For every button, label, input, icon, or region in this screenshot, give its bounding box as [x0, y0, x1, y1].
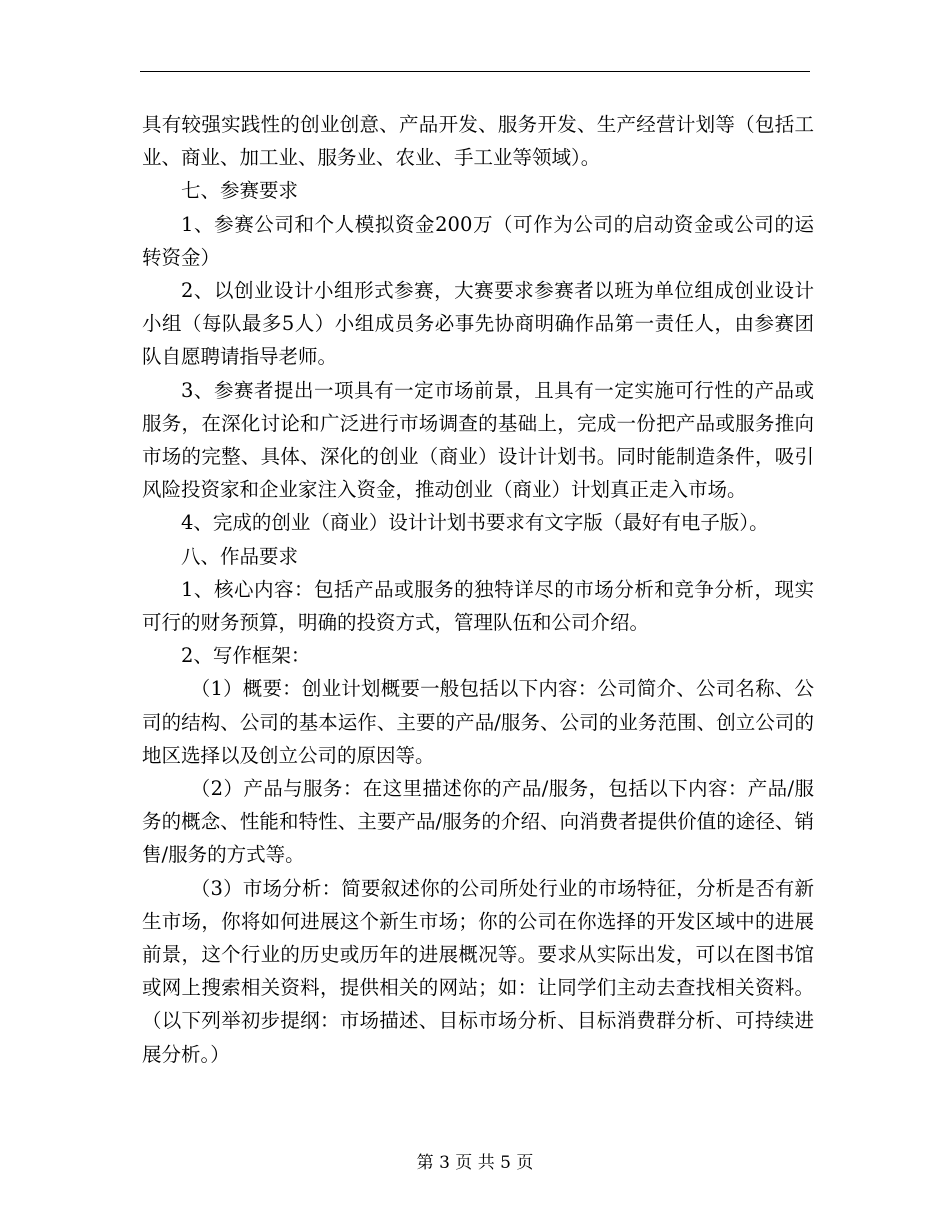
page-number-footer: 第 3 页 共 5 页 — [416, 1153, 534, 1173]
requirement-3: 3、参赛者提出一项具有一定市场前景，且具有一定实施可行性的产品或服务，在深化讨论和广泛进行市场调查的基础上，完成一份把产品或服务推向市场的完整、具体、深化的创业（商业）设计计划书。同时能制造条件，吸引风险投资家和企业家注入资金，推动创业（商业）计划真正走入市场。 — [142, 378, 814, 502]
framework-item-2: （2）产品与服务：在这里描述你的产品/服务，包括以下内容：产品/服务的概念、性能和特性、主要产品/服务的介绍、向消费者提供价值的途径、销售/服务的方式等。 — [142, 777, 814, 867]
work-requirement-2: 2、写作框架： — [181, 644, 311, 668]
requirement-1: 1、参赛公司和个人模拟资金200万（可作为公司的启动资金或公司的运转资金） — [142, 212, 814, 269]
section-heading-8: 八、作品要求 — [181, 544, 299, 568]
requirement-2: 2、以创业设计小组形式参赛，大赛要求参赛者以班为单位组成创业设计小组（每队最多5人）小组成员务必事先协商明确作品第一责任人，由参赛团队自愿聘请指导老师。 — [142, 279, 814, 369]
framework-item-3: （3）市场分析：简要叙述你的公司所处行业的市场特征，分析是否有新生市场，你将如何进展这个新生市场；你的公司在你选择的开发区域中的进展前景，这个行业的历史或历年的进展概况等。要求从实际出发，可以在图书馆或网上搜索相关资料，提供相关的网站；如：让同学们主动去查找相关资料。（以下列举初步提纲：市场描述、目标市场分析、目标消费群分析、可持续进展分析。） — [142, 876, 814, 1066]
framework-item-1: （1）概要：创业计划概要一般包括以下内容：公司简介、公司名称、公司的结构、公司的基本运作、主要的产品/服务、公司的业务范围、创立公司的地区选择以及创立公司的原因等。 — [142, 677, 814, 767]
paragraph-continuation: 具有较强实践性的创业创意、产品开发、服务开发、生产经营计划等（包括工业、商业、加工业、服务业、农业、手工业等领域）。 — [142, 113, 814, 170]
requirement-4: 4、完成的创业（商业）设计计划书要求有文字版（最好有电子版）。 — [181, 511, 769, 535]
document-body — [142, 108, 814, 1071]
work-requirement-1: 1、核心内容：包括产品或服务的独特详尽的市场分析和竞争分析，现实可行的财务预算，明确的投资方式，管理队伍和公司介绍。 — [142, 577, 814, 635]
section-heading-7: 七、参赛要求 — [181, 179, 299, 203]
header-rule — [140, 71, 810, 72]
